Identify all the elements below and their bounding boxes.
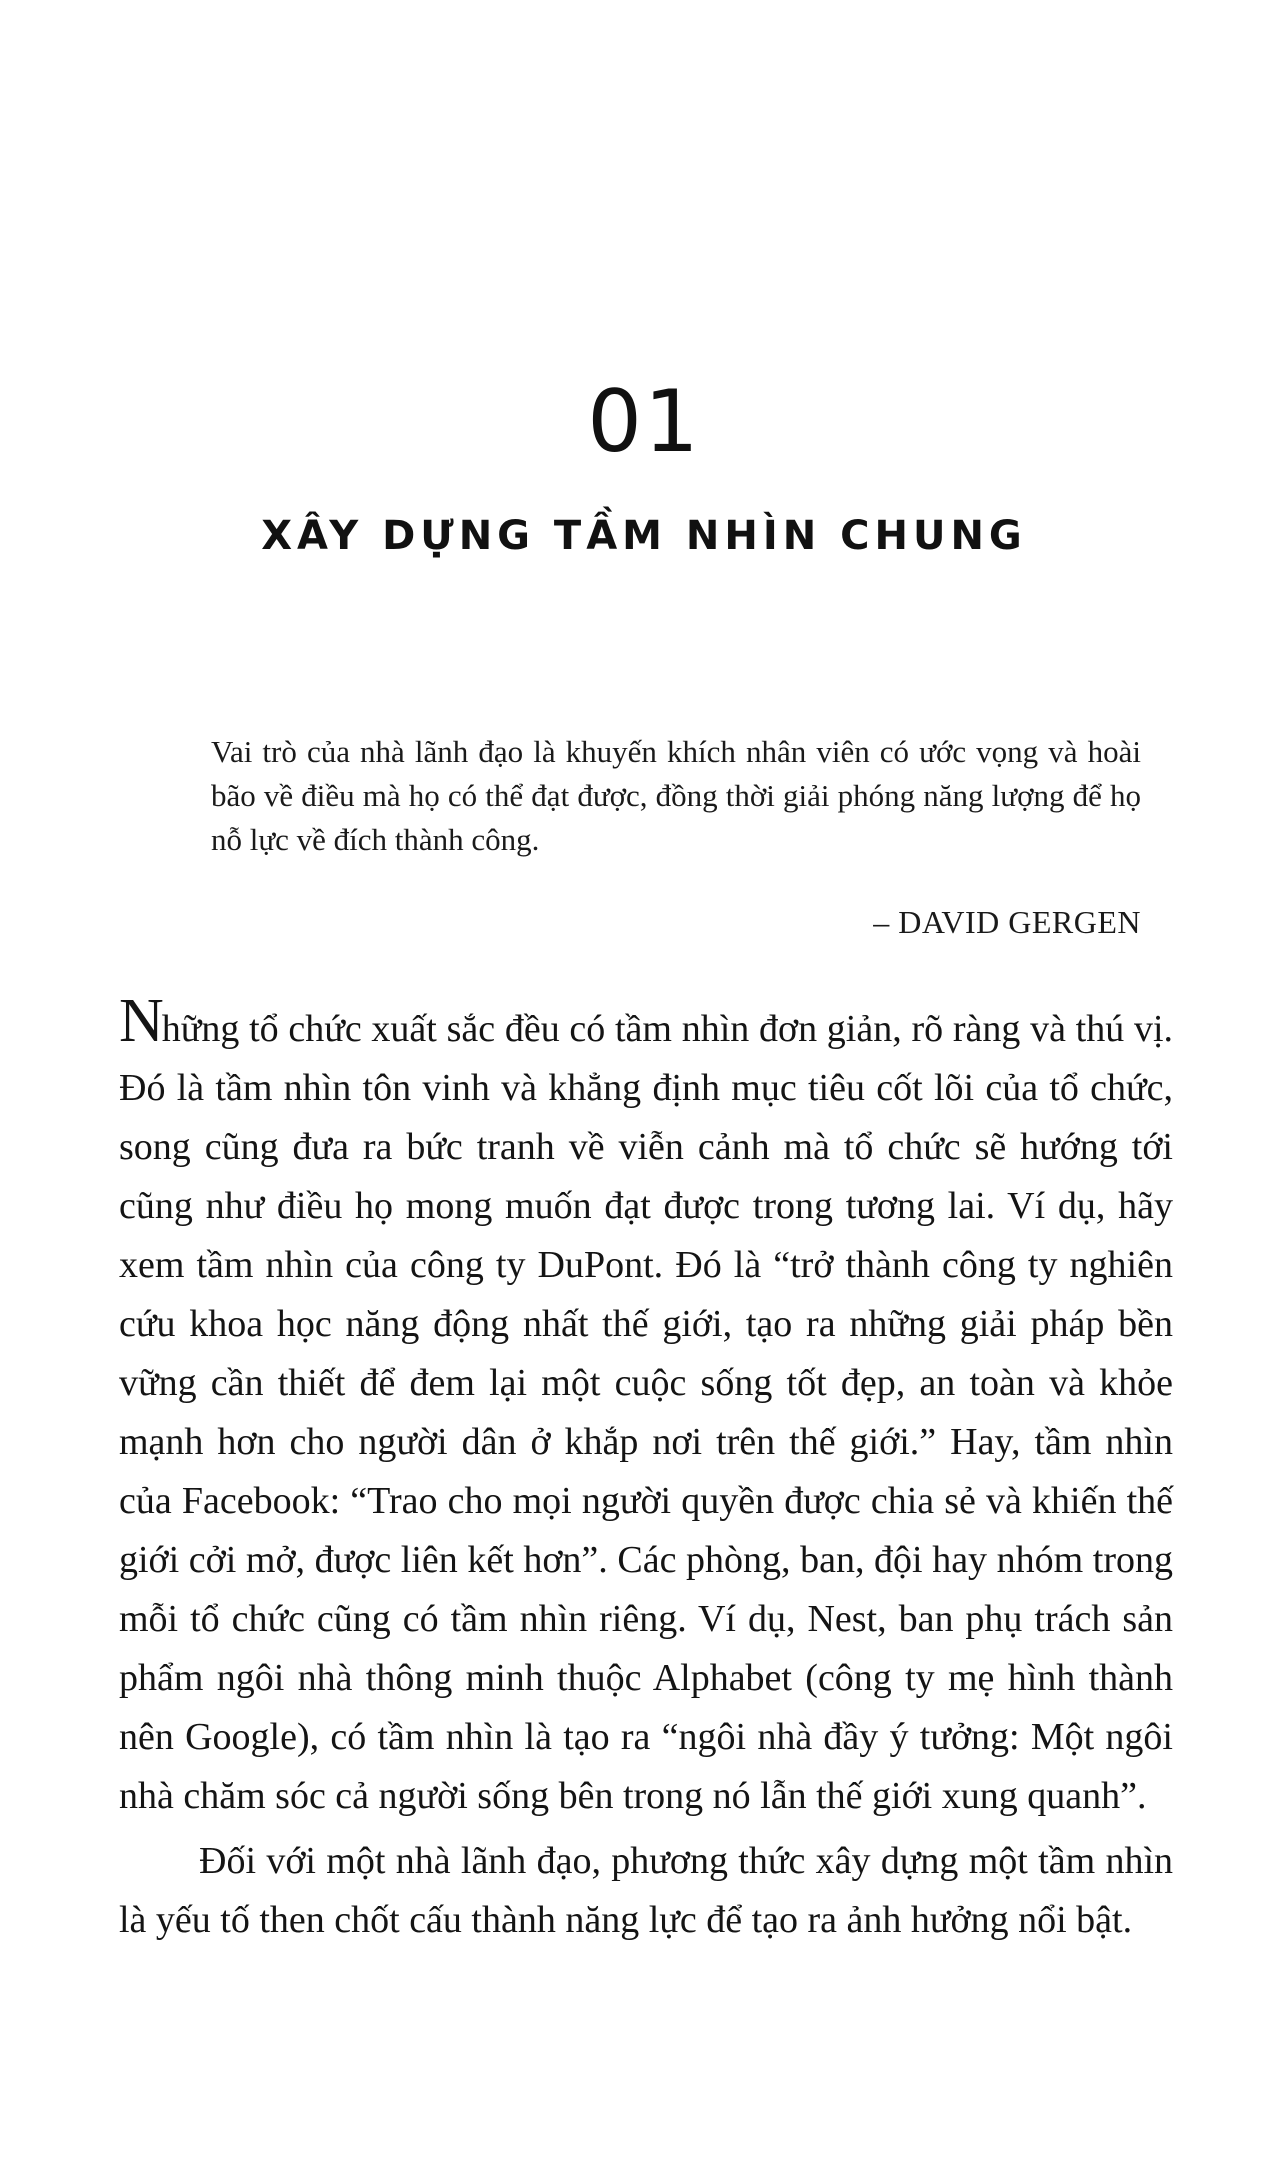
body-paragraph-2: Đối với một nhà lãnh đạo, phương thức xây dựng một tầm nhìn là yếu tố then chốt cấu thành năng lực để tạo ra ảnh hưởng nổi bật. bbox=[119, 1840, 1173, 1941]
chapter-title: XÂY DỰNG TẦM NHÌN CHUNG bbox=[261, 513, 1027, 559]
body-paragraph-1-text: hững tổ chức xuất sắc đều có tầm nhìn đơn giản, rõ ràng và thú vị. Đó là tầm nhìn tôn vinh và khẳng định mục tiêu cốt lõi của tổ chức, song cũng đưa ra bức tranh về viễn cảnh mà tổ chức sẽ hướng tới cũng như điều họ mong muốn đạt được trong tương lai. Ví dụ, hãy xem tầm nhìn của công ty DuPont. Đó là “trở thành công ty nghiên cứu khoa học năng động nhất thế giới, tạo ra những giải pháp bền vững cần thiết để đem lại một cuộc sống tốt đẹp, an toàn và khỏe mạnh hơn cho người dân ở khắp nơi trên thế giới.” Hay, tầm nhìn của Facebook: “Trao cho mọi người quyền được chia sẻ và khiến thế giới cởi mở, được liên kết hơn”. Các phòng, ban, đội hay nhóm trong mỗi tổ chức cũng có tầm nhìn riêng. Ví dụ, Nest, ban phụ trách sản phẩm ngôi nhà thông minh thuộc Alphabet (công ty mẹ hình thành nên Google), có tầm nhìn là tạo ra “ngôi nhà đầy ý tưởng: Một ngôi nhà chăm sóc cả người sống bên trong nó lẫn thế giới xung quanh”. bbox=[119, 1008, 1173, 1817]
drop-cap-initial: N bbox=[119, 987, 162, 1055]
epigraph-author: – DAVID GERGEN bbox=[873, 904, 1141, 940]
body-paragraph-1 bbox=[119, 987, 1173, 1826]
chapter-number: 01 bbox=[587, 372, 701, 472]
epigraph-quote: Vai trò của nhà lãnh đạo là khuyến khích nhân viên có ước vọng và hoài bão về điều mà họ có thể đạt được, đồng thời giải phóng năng lượng để họ nỗ lực về đích thành công. bbox=[211, 734, 1141, 857]
